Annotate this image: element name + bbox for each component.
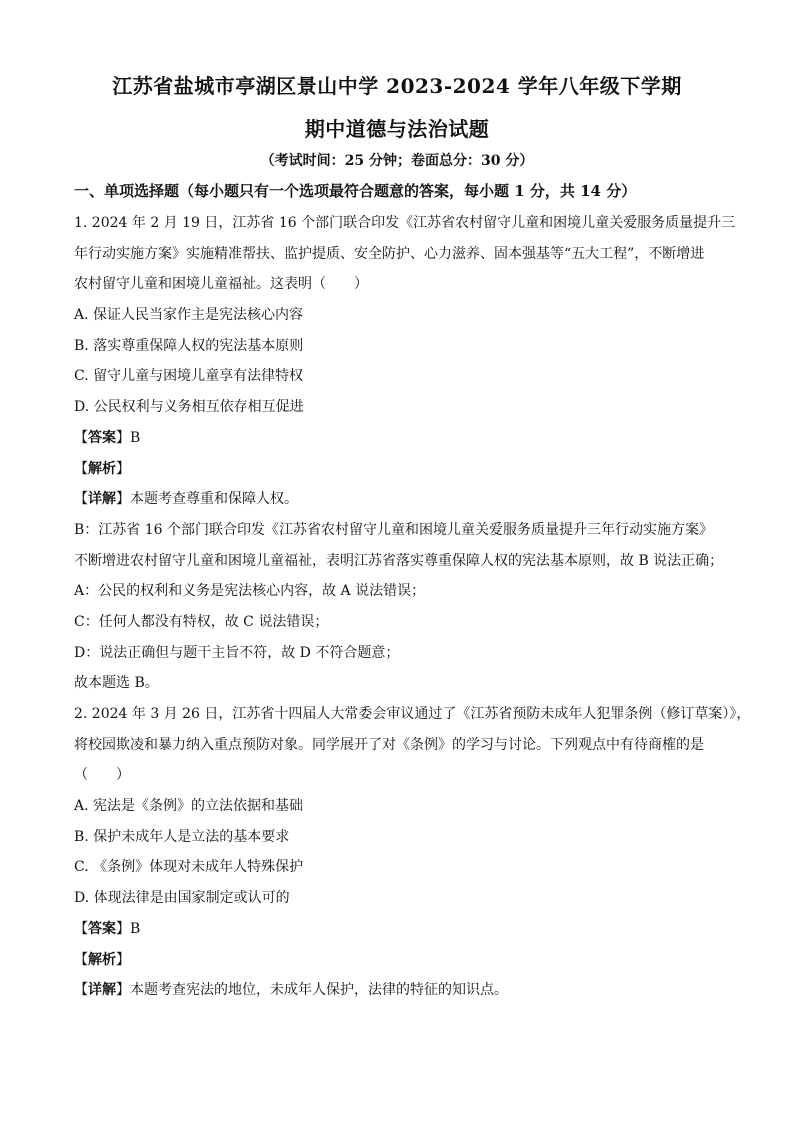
section-heading: 一、单项选择题（每小题只有一个选项最符合题意的答案，每小题 1 分，共 14 分） [74,182,637,200]
detail-text: 本题考查尊重和保障人权。 [130,491,298,508]
analysis-tag: 【解析】 [74,951,130,968]
q1-option-a: A. 保证人民当家作主是宪法核心内容 [74,307,304,324]
q2-option-a: A. 宪法是《条例》的立法依据和基础 [74,798,304,815]
q2-stem-line: （ ） [74,767,130,784]
document-title-line2: 期中道德与法治试题 [304,117,490,141]
q1-analysis [74,454,724,485]
exam-info: （考试时间：25 分钟；卷面总分：30 分） [260,153,534,169]
q1-explanation-line: 不断增进农村留守儿童和困境儿童福祉，表明江苏省落实尊重保障人权的宪法基本原则，故 B 说法正确； [74,552,724,569]
analysis-tag: 【解析】 [74,460,130,477]
q2-detail [74,975,724,1006]
q2-answer [74,914,724,945]
q1-option-b: B. 落实尊重保障人权的宪法基本原则 [74,337,304,354]
q1-explanation-line: A：公民的权利和义务是宪法核心内容，故 A 说法错误； [74,583,426,600]
detail-tag: 【详解】 [74,491,130,508]
q1-stem-line: 年行动实施方案》实施精准帮扶、监护提质、安全防护、心力滋养、固本强基等“五大工程”，不断增进 [74,245,705,262]
q1-explanation-line: B：江苏省 16 个部门联合印发《江苏省农村留守儿童和困境儿童关爱服务质量提升三年行动实施方案》 [74,521,714,538]
answer-tag: 【答案】 [74,920,130,937]
q2-stem-line: 将校园欺凌和暴力纳入重点预防对象。同学展开了对《条例》的学习与讨论。下列观点中有待商榷的是 [74,736,704,753]
answer-tag: 【答案】 [74,429,130,446]
detail-text: 本题考查宪法的地位，未成年人保护，法律的特征的知识点。 [130,982,508,999]
q2-stem-line: 2. 2024 年 3 月 26 日，江苏省十四届人大常委会审议通过了《江苏省预防未成年人犯罪条例（修订草案）》， [74,706,751,722]
q1-detail [74,484,724,515]
q2-option-c: C. 《条例》体现对未成年人特殊保护 [74,859,304,876]
q1-stem-line: 1. 2024 年 2 月 19 日，江苏省 16 个部门联合印发《江苏省农村留守儿童和困境儿童关爱服务质量提升三 [74,215,736,231]
answer-value: B [130,429,141,446]
question-content [74,208,751,1006]
q1-explanation-line: 故本题选 B。 [74,675,159,692]
answer-value: B [130,920,141,937]
q1-stem-line: 农村留守儿童和困境儿童福祉。这表明（ ） [74,276,368,293]
q2-option-d: D. 体现法律是由国家制定或认可的 [74,890,290,907]
q1-option-c: C. 留守儿童与困境儿童享有法律特权 [74,368,304,385]
q1-explanation-line: D：说法正确但与题干主旨不符，故 D 不符合题意； [74,644,400,661]
q1-option-d: D. 公民权利与义务相互依存相互促进 [74,399,304,416]
q2-analysis [74,945,724,976]
q1-answer [74,423,724,454]
q2-option-b: B. 保护未成年人是立法的基本要求 [74,828,290,845]
document-title-line1: 江苏省盐城市亭湖区景山中学 2023-2024 学年八年级下学期 [112,74,682,98]
detail-tag: 【详解】 [74,982,130,999]
q1-explanation-line: C：任何人都没有特权，故 C 说法错误； [74,613,329,630]
